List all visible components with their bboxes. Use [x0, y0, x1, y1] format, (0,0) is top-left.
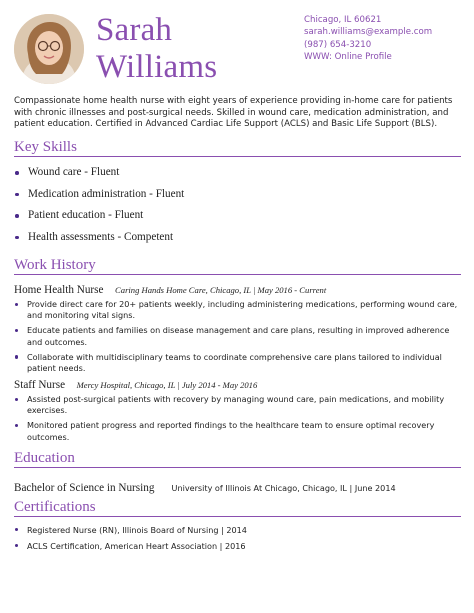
bullet-icon — [15, 329, 18, 332]
education-entry — [14, 476, 396, 495]
bullet-icon — [15, 214, 19, 218]
summary-paragraph: Compassionate home health nurse with eight years of experience providing in-home care for patients with chronic illnesses and post-surgical needs. Skilled in wound care, medication administration, and patient education. Certified in Advanced Cardiac Life Support (ACLS) and Basic Life Support (BLS). — [14, 96, 453, 130]
contact-website[interactable]: WWW: Online Profile — [304, 52, 392, 63]
list-item: Registered Nurse (RN), Illinois Board of Nursing | 2014 — [14, 524, 454, 536]
section-divider — [14, 516, 461, 517]
skill-item: Health assessments - Competent — [14, 231, 454, 253]
degree: Bachelor of Science in Nursing — [14, 482, 155, 494]
bullet-icon — [15, 528, 18, 531]
job-meta: Caring Hands Home Care, Chicago, IL | May 2016 - Current — [115, 285, 327, 295]
education-meta: University of Illinois At Chicago, Chicago, IL | June 2014 — [171, 483, 396, 493]
section-title-certifications: Certifications — [14, 499, 96, 515]
list-item: Provide direct care for 20+ patients weekly, including administering medications, performing wound care, and monitoring vital signs. — [14, 299, 462, 322]
bullet-icon — [15, 193, 19, 197]
bullet-icon — [15, 303, 18, 306]
contact-phone: (987) 654-3210 — [304, 39, 372, 50]
job-meta: Mercy Hospital, Chicago, IL | July 2014 - May 2016 — [76, 380, 258, 390]
job-title: Staff Nurse — [14, 379, 66, 391]
certifications-list — [14, 524, 454, 555]
bullet-icon — [15, 424, 18, 427]
section-title-education: Education — [14, 450, 75, 466]
list-item: Collaborate with multidisciplinary teams to coordinate comprehensive care plans tailored to individual patient needs. — [14, 352, 462, 375]
profile-photo — [14, 14, 84, 84]
job-responsibilities — [14, 299, 462, 375]
bullet-icon — [15, 236, 19, 240]
section-title-skills: Key Skills — [14, 139, 77, 155]
skill-item: Patient education - Fluent — [14, 209, 454, 231]
skills-list — [14, 166, 454, 252]
list-item: Educate patients and families on disease management and care plans, resulting in improved adherence and outcomes. — [14, 325, 462, 348]
section-divider — [14, 274, 461, 275]
avatar-portrait — [14, 14, 84, 84]
section-divider — [14, 467, 461, 468]
candidate-name: Sarah Williams — [96, 12, 218, 85]
job-responsibilities — [14, 394, 462, 443]
contact-address: Chicago, IL 60621 — [304, 15, 382, 25]
job-entry — [14, 283, 462, 378]
job-title: Home Health Nurse — [14, 284, 104, 296]
bullet-icon — [15, 171, 19, 175]
section-divider — [14, 156, 461, 157]
job-entry — [14, 378, 462, 447]
contact-info — [304, 14, 432, 64]
bullet-icon — [15, 355, 18, 358]
section-title-work: Work History — [14, 257, 96, 273]
skill-item: Wound care - Fluent — [14, 166, 454, 188]
list-item: Monitored patient progress and reported findings to the healthcare team to ensure optimal recovery outcomes. — [14, 420, 462, 443]
bullet-icon — [15, 544, 18, 547]
bullet-icon — [15, 398, 18, 401]
skill-item: Medication administration - Fluent — [14, 188, 454, 210]
contact-email[interactable]: sarah.williams@example.com — [304, 27, 433, 38]
list-item: ACLS Certification, American Heart Association | 2016 — [14, 540, 454, 552]
list-item: Assisted post-surgical patients with recovery by managing wound care, pain medications, and mobility exercises. — [14, 394, 462, 417]
